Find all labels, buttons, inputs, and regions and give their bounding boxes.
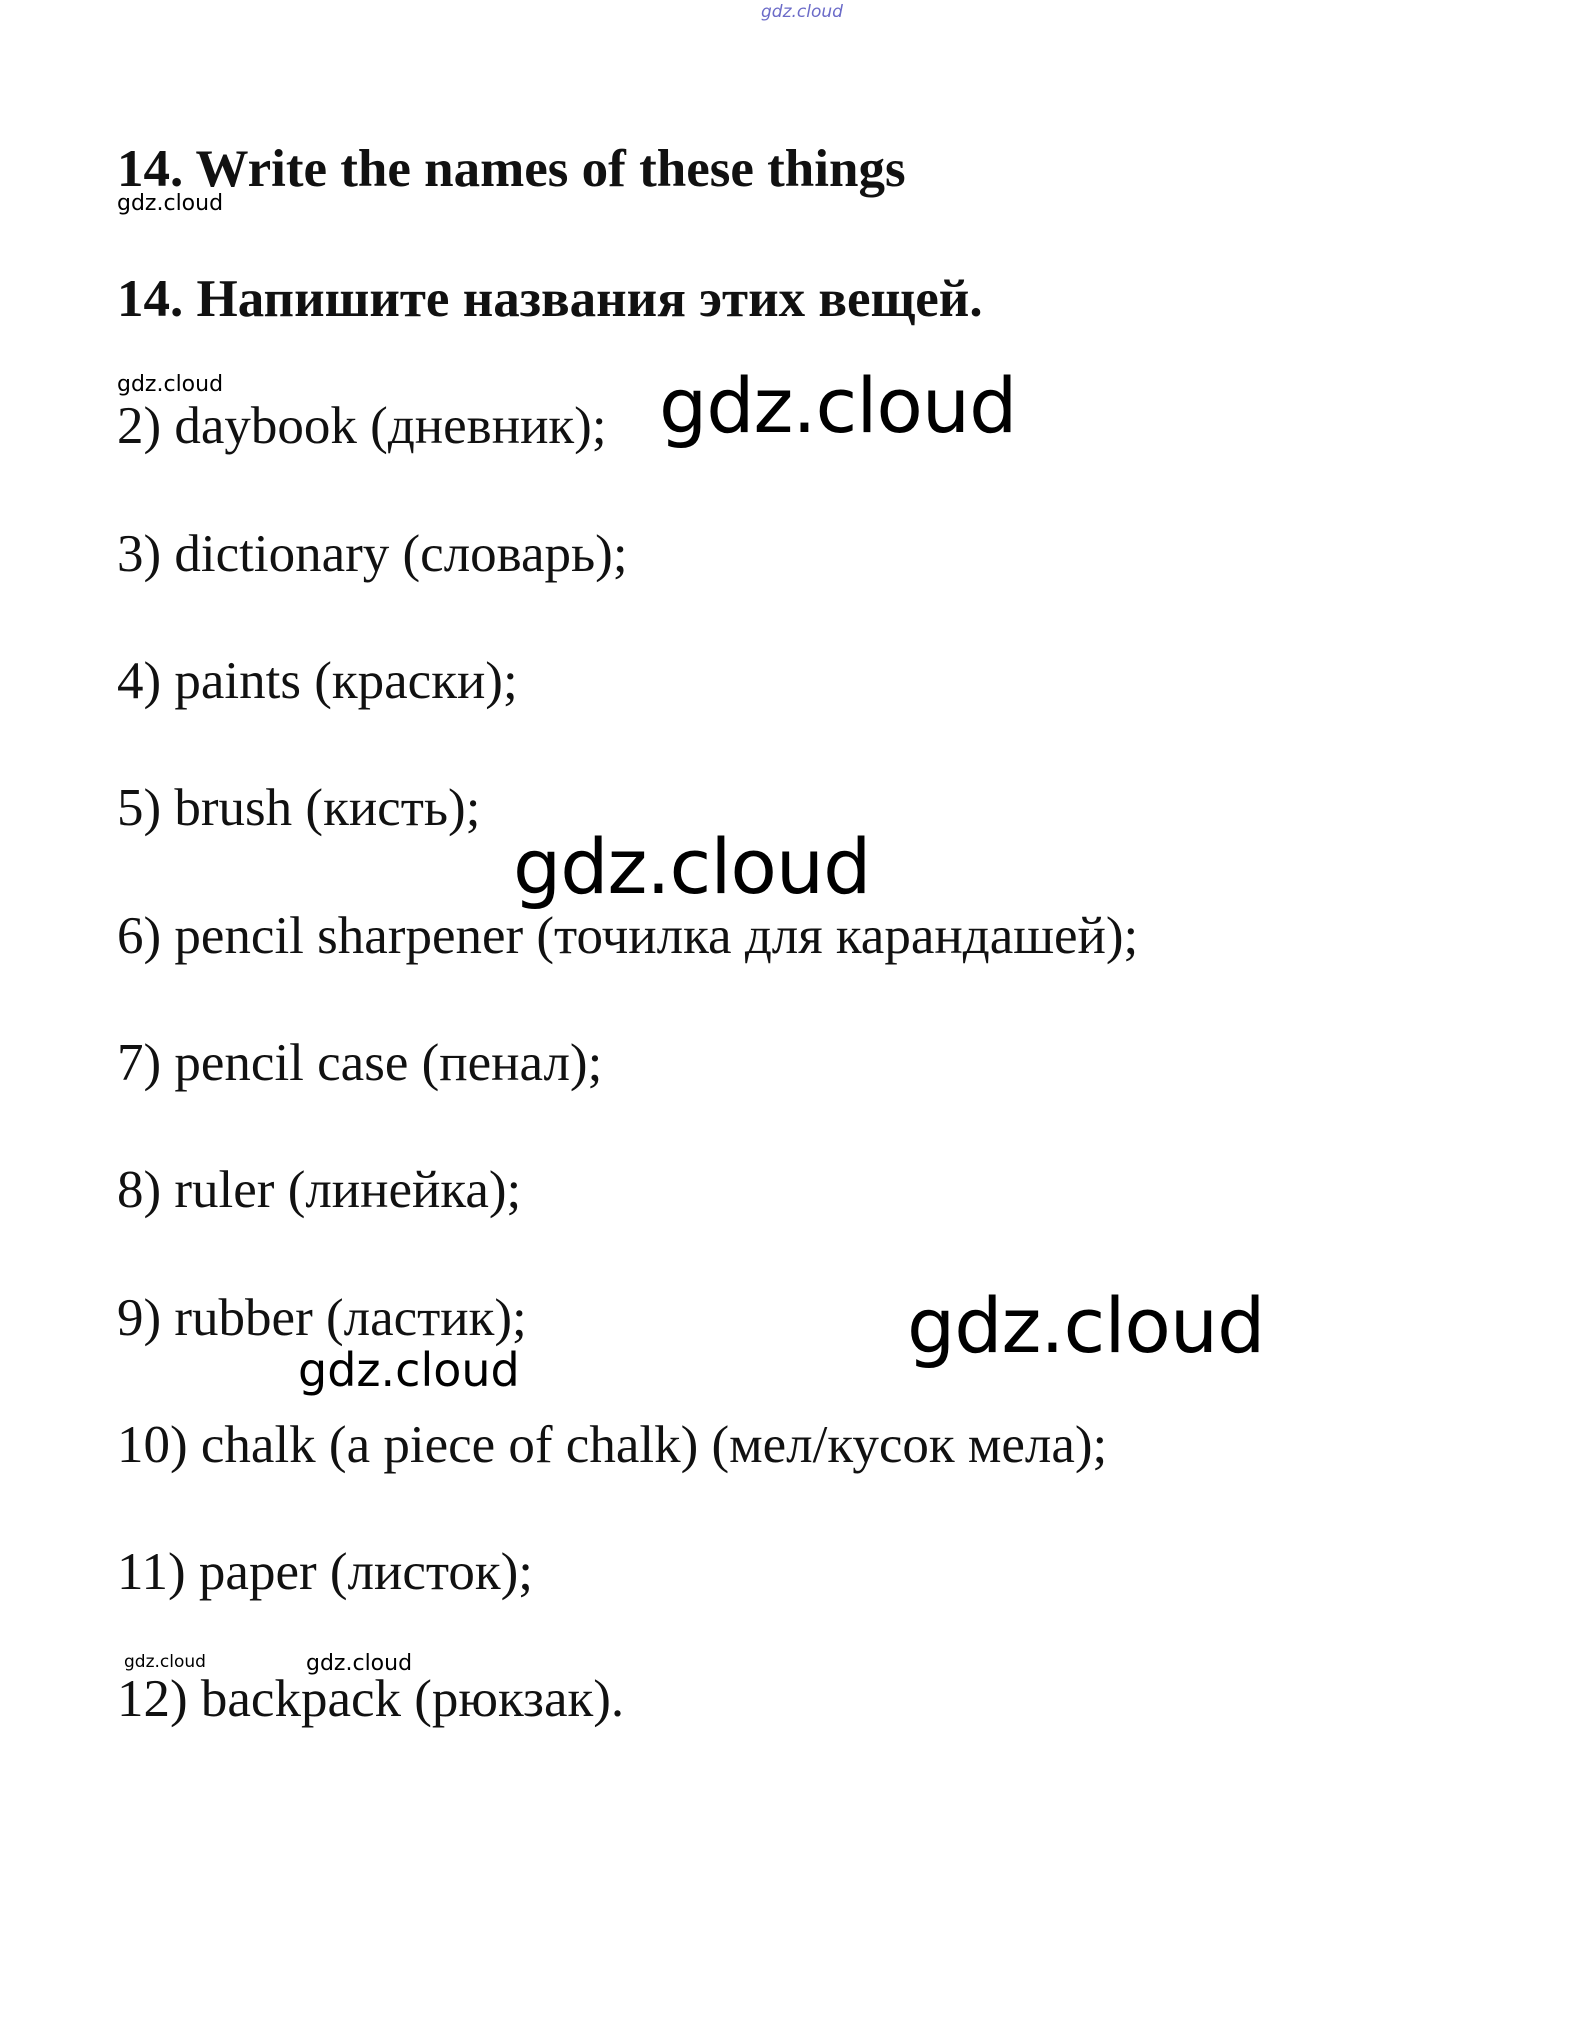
list-item: 2) daybook (дневник); bbox=[117, 397, 607, 455]
list-item: 6) pencil sharpener (точилка для карандашей); bbox=[117, 907, 1139, 965]
watermark-text: gdz.cloud bbox=[306, 1651, 413, 1676]
watermark-text: gdz.cloud bbox=[124, 1652, 206, 1672]
watermark-text: gdz.cloud bbox=[117, 191, 224, 216]
list-item: 12) backpack (рюкзак). bbox=[117, 1670, 625, 1728]
list-item: 11) paper (листок); bbox=[117, 1543, 533, 1601]
top-watermark: gdz.cloud bbox=[761, 2, 843, 22]
list-item: 5) brush (кисть); bbox=[117, 779, 481, 837]
watermark-text: gdz.cloud bbox=[659, 361, 1017, 450]
list-item: 9) rubber (ластик); bbox=[117, 1289, 527, 1347]
watermark-text: gdz.cloud bbox=[513, 822, 871, 911]
task-heading-russian: 14. Напишите названия этих вещей. bbox=[117, 270, 983, 328]
list-item: 8) ruler (линейка); bbox=[117, 1161, 522, 1219]
watermark-text: gdz.cloud bbox=[907, 1281, 1265, 1370]
list-item: 3) dictionary (словарь); bbox=[117, 525, 628, 583]
task-heading-english: 14. Write the names of these things bbox=[117, 140, 906, 198]
list-item: 4) paints (краски); bbox=[117, 652, 518, 710]
list-item: 7) pencil case (пенал); bbox=[117, 1034, 603, 1092]
list-item: 10) chalk (a piece of chalk) (мел/кусок мела); bbox=[117, 1416, 1108, 1474]
watermark-text: gdz.cloud bbox=[298, 1343, 520, 1397]
watermark-text: gdz.cloud bbox=[117, 372, 224, 397]
